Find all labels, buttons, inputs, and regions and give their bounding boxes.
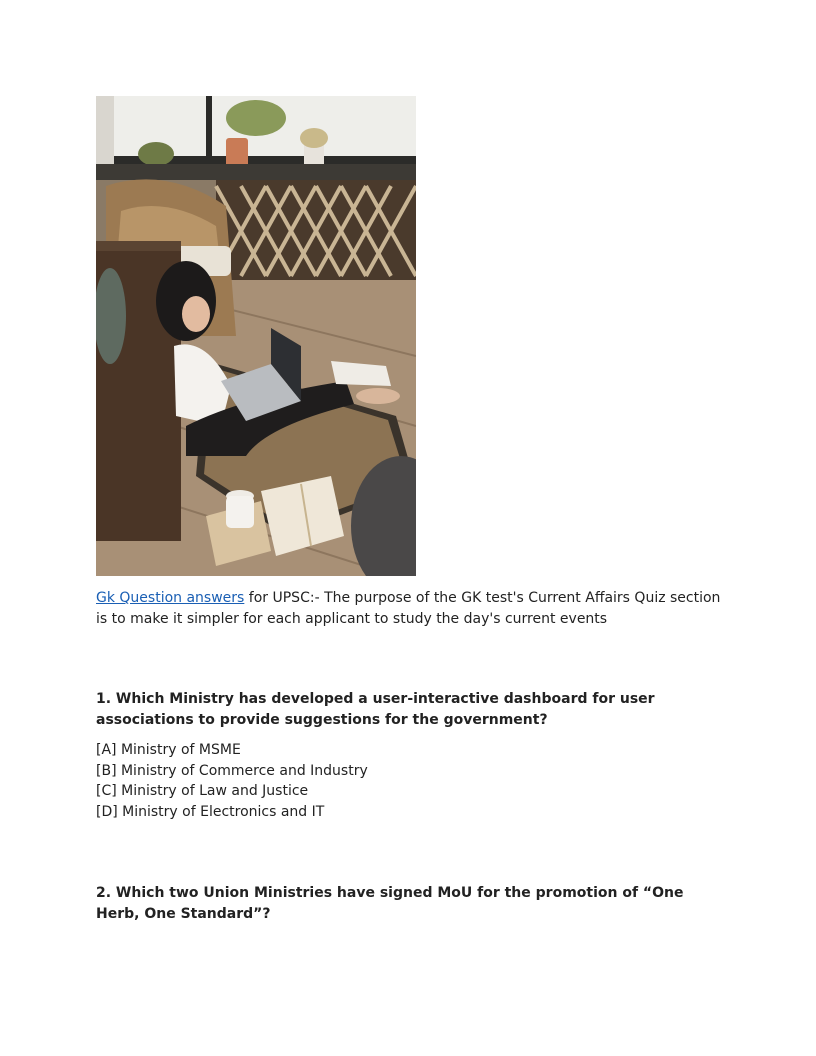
intro-text: for UPSC:- The purpose of the GK test's Current Affairs Quiz section is to make it simpler for each applicant to study the day's current events [96, 590, 721, 627]
woman-with-laptop-photo [96, 96, 416, 576]
question-1-options [96, 740, 726, 822]
option-b: [B] Ministry of Commerce and Industry [96, 762, 368, 779]
question-2: 2. Which two Union Ministries have signed MoU for the promotion of “One Herb, One Standard”? [96, 885, 684, 922]
option-a: [A] Ministry of MSME [96, 742, 241, 758]
intro-paragraph [96, 588, 726, 629]
question-1: 1. Which Ministry has developed a user-interactive dashboard for user associations to provide suggestions for the government? [96, 691, 655, 728]
option-d: [D] Ministry of Electronics and IT [96, 803, 325, 820]
option-c: [C] Ministry of Law and Justice [96, 783, 309, 799]
gk-question-answers-link[interactable]: Gk Question answers [96, 590, 245, 606]
